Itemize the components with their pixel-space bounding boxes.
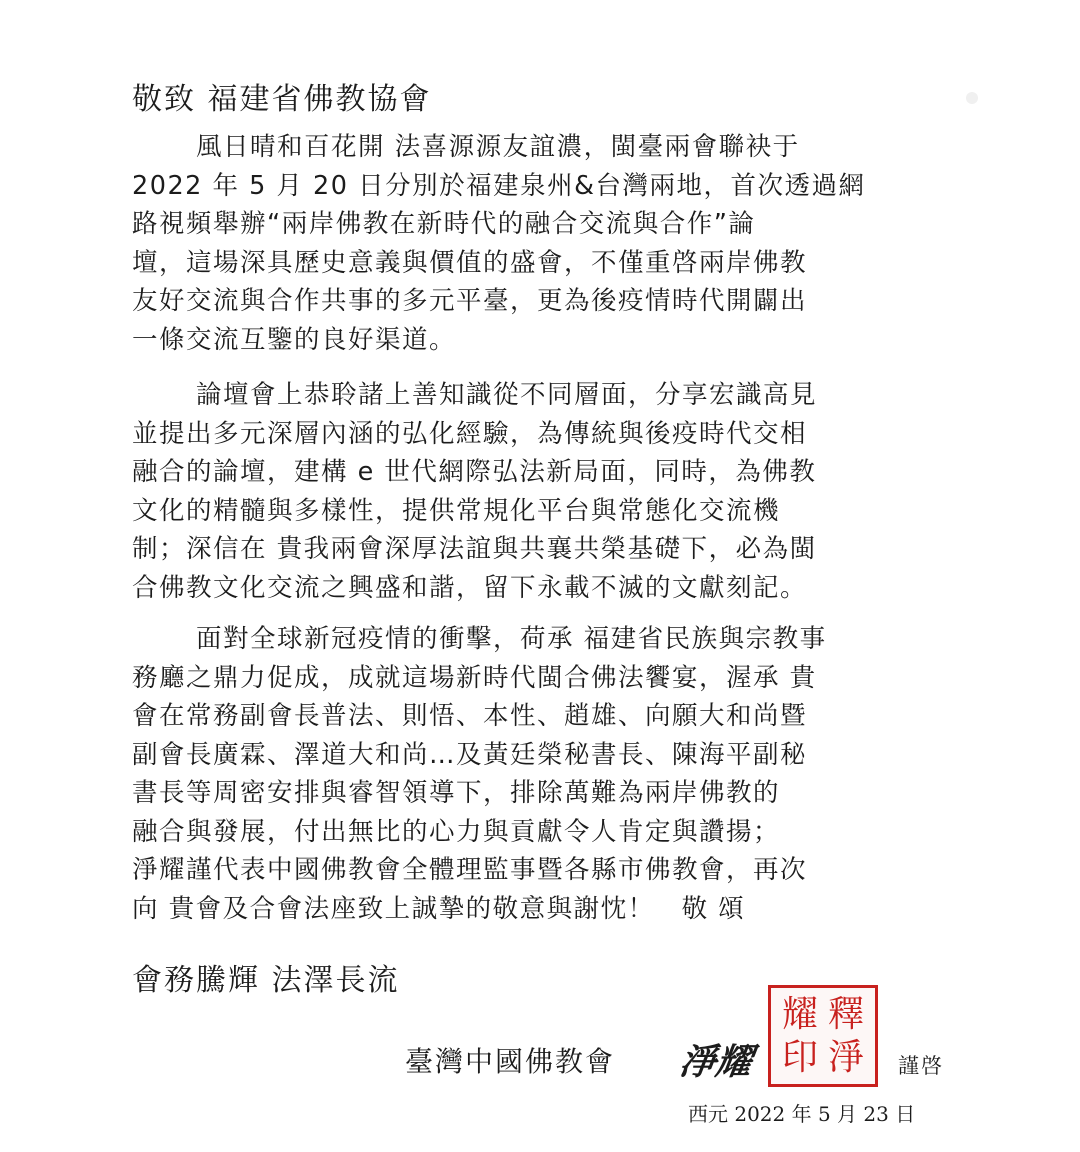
seal-stamp <box>768 985 878 1087</box>
paragraph-line: 面對全球新冠疫情的衝擊，荷承 福建省民族與宗教事 <box>196 624 827 654</box>
paragraph-line: 融合的論壇，建構 e 世代網際弘法新局面，同時，為佛教 <box>132 457 817 487</box>
paragraph-line: 一條交流互鑒的良好渠道。 <box>132 324 457 355</box>
letter-date: 西元 2022 年 5 月 23 日 <box>688 1102 916 1126</box>
paragraph-line: 會在常務副會長普法、則悟、本性、趙雄、向願大和尚暨 <box>132 701 808 731</box>
paragraph-line: 風日晴和百花開 法喜源源友誼濃，閩臺兩會聯袂于 <box>196 132 800 162</box>
paragraph-line: 2022 年 5 月 20 日分別於福建泉州&台灣兩地，首次透過網 <box>132 170 866 201</box>
paragraph-line: 壇，這場深具歷史意義與價值的盛會，不僅重啓兩岸佛教 <box>132 247 808 278</box>
paragraph-line: 務廳之鼎力促成，成就這場新時代閩合佛法饗宴，渥承 貴 <box>132 662 817 693</box>
signature-name: 淨耀 <box>676 1041 755 1083</box>
paragraph-line: 路視頻舉辦“兩岸佛教在新時代的融合交流與合作”論 <box>132 209 756 239</box>
paragraph-line: 友好交流與合作共事的多元平臺，更為後疫情時代開闢出 <box>132 286 808 316</box>
closing-phrase: 會務騰輝 法澤長流 <box>132 963 400 998</box>
seal-char: 淨 <box>827 1036 864 1078</box>
paragraph-line: 書長等周密安排與睿智領導下，排除萬難為兩岸佛教的 <box>132 778 781 808</box>
seal-char: 印 <box>781 1036 818 1078</box>
paragraph-line: 合佛教文化交流之興盛和諧，留下永載不滅的文獻刻記。 <box>132 572 808 603</box>
paragraph-1 <box>132 128 962 359</box>
seal-characters <box>777 993 869 1079</box>
paragraph-line: 並提出多元深層內涵的弘化經驗，為傳統與後疫時代交相 <box>132 418 808 449</box>
signature-organization: 臺灣中國佛教會 <box>405 1045 616 1078</box>
signature-suffix: 謹啓 <box>898 1054 944 1078</box>
paragraph-2 <box>132 376 962 607</box>
seal-char: 耀 <box>781 993 818 1035</box>
scan-speck <box>966 92 978 104</box>
salutation: 敬致 福建省佛教協會 <box>132 82 432 117</box>
paragraph-line: 論壇會上恭聆諸上善知識從不同層面，分享宏識高見 <box>196 380 818 410</box>
paragraph-line: 制；深信在 貴我兩會深厚法誼與共襄共榮基礎下，必為閩 <box>132 534 817 564</box>
seal-char: 釋 <box>827 993 864 1035</box>
paragraph-line: 文化的精髓與多樣性，提供常規化平台與常態化交流機 <box>132 495 781 526</box>
paragraph-line: 向 貴會及合會法座致上誠摯的敬意與謝忱！ 敬 頌 <box>132 893 746 924</box>
paragraph-line: 融合與發展，付出無比的心力與貢獻令人肯定與讚揚； <box>132 816 781 847</box>
paragraph-3 <box>132 620 962 928</box>
paragraph-line: 副會長廣霖、澤道大和尚…及黃廷榮秘書長、陳海平副秘 <box>132 739 808 770</box>
paragraph-line: 淨耀謹代表中國佛教會全體理監事暨各縣市佛教會，再次 <box>132 855 808 885</box>
